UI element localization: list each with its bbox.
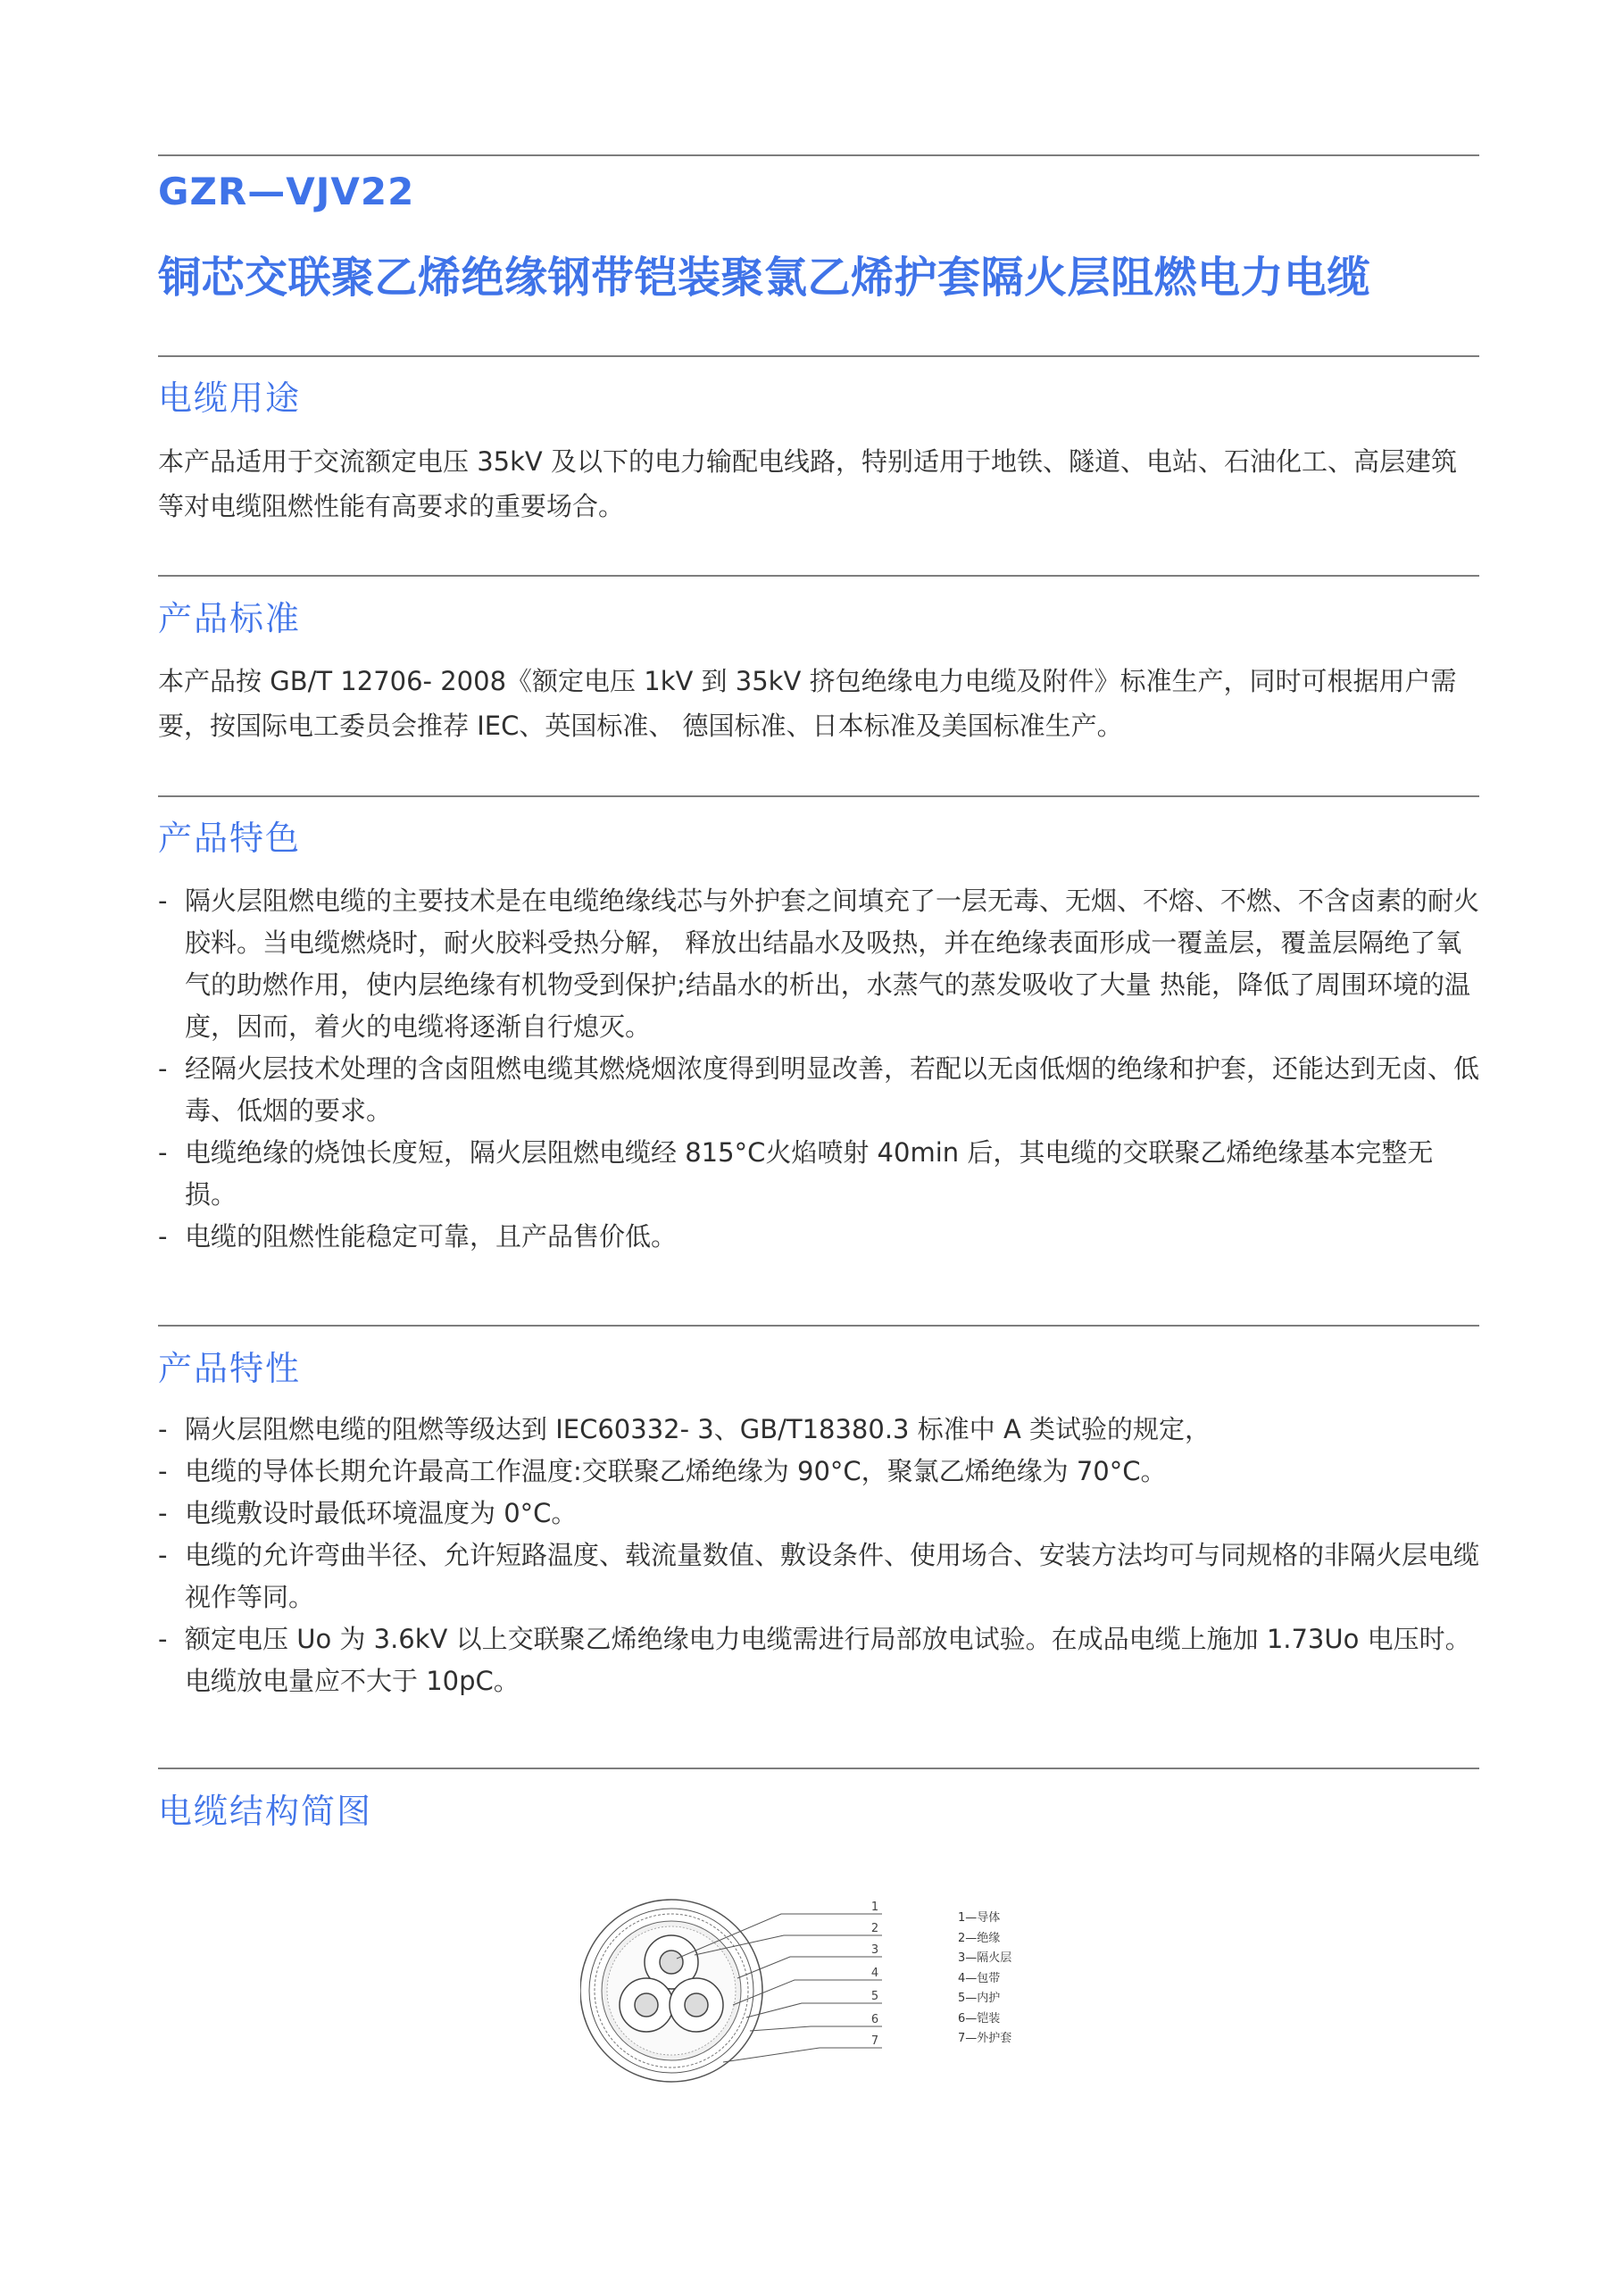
features-list [158, 880, 1479, 1258]
legend-item: 4—包带 [958, 1971, 1001, 1985]
bullet-marker: - [158, 1498, 168, 1528]
section-title-standard: 产品标准 [158, 599, 302, 638]
callout-number: 4 [870, 1967, 879, 1980]
section-title-usage: 电缆用途 [158, 379, 302, 418]
list-item: - 电缆的阻燃性能稳定可靠，且产品售价低。 [158, 1216, 1479, 1258]
callout-number: 7 [870, 2034, 879, 2048]
divider [158, 355, 1479, 357]
product-title: 铜芯交联聚乙烯绝缘钢带铠装聚氯乙烯护套隔火层阻燃电力电缆 [158, 253, 1371, 303]
legend-item: 6—铠装 [958, 2011, 1001, 2026]
legend-item: 1—导体 [958, 1911, 1001, 1925]
divider [158, 1325, 1479, 1327]
bullet-marker: - [158, 1456, 168, 1486]
list-item: - 电缆绝缘的烧蚀长度短，隔火层阻燃电缆经 815°C火焰喷射 40min 后，其电缆的交联聚乙烯绝缘基本完整无损。 [158, 1132, 1479, 1216]
bullet-marker: - [158, 1540, 168, 1570]
list-item: - 电缆敷设时最低环境温度为 0°C。 [158, 1493, 1479, 1535]
legend-item: 2—绝缘 [958, 1931, 1001, 1945]
callout-number: 1 [870, 1901, 879, 1914]
callout-number: 2 [870, 1922, 879, 1935]
divider [158, 575, 1479, 577]
bullet-marker: - [158, 1221, 168, 1252]
legend-item: 7—外护套 [958, 2032, 1012, 2045]
diagram-legend [958, 1909, 1011, 2050]
legend-item: 5—内护 [958, 1992, 1001, 2005]
legend-item: 3—隔火层 [958, 1951, 1012, 1965]
bullet-marker: - [158, 1137, 168, 1168]
callout-number: 6 [870, 2013, 879, 2026]
bullet-marker: - [158, 886, 168, 916]
list-item: - 电缆的导体长期允许最高工作温度:交联聚乙烯绝缘为 90°C，聚氯乙烯绝缘为 70°C。 [158, 1451, 1479, 1493]
bullet-marker: - [158, 1624, 168, 1654]
standard-text: 本产品按 GB/T 12706- 2008《额定电压 1kV 到 35kV 挤包绝缘电力电缆及附件》标准生产，同时可根据用户需要，按国际电工委员会推荐 IEC、英国标准、 德国标准、日本标准及美国标准生产。 [158, 666, 1457, 741]
list-item: - 额定电压 Uo 为 3.6kV 以上交联聚乙烯绝缘电力电缆需进行局部放电试验。在成品电缆上施加 1.73Uo 电压时。电缆放电量应不大于 10pC。 [158, 1618, 1479, 1702]
section-title-structure: 电缆结构简图 [158, 1792, 373, 1831]
section-title-properties: 产品特性 [158, 1349, 302, 1388]
properties-list [158, 1409, 1479, 1702]
divider [158, 154, 1479, 156]
cable-cross-section-diagram [580, 1893, 1116, 2089]
core-right [670, 1978, 723, 2032]
list-item: - 隔火层阻燃电缆的阻燃等级达到 IEC60332- 3、GB/T18380.3 标准中 A 类试验的规定， [158, 1409, 1479, 1451]
callout-number: 3 [870, 1943, 879, 1957]
core-left [620, 1978, 673, 2032]
bullet-marker: - [158, 1414, 168, 1444]
bullet-marker: - [158, 1053, 168, 1084]
usage-text: 本产品适用于交流额定电压 35kV 及以下的电力输配电线路，特别适用于地铁、隧道、电站、石油化工、高层建筑等对电缆阻燃性能有高要求的重要场合。 [158, 446, 1457, 521]
product-code: GZR—VJV22 [158, 170, 415, 213]
section-title-features: 产品特色 [158, 819, 302, 858]
list-item: - 经隔火层技术处理的含卤阻燃电缆其燃烧烟浓度得到明显改善，若配以无卤低烟的绝缘和护套，还能达到无卤、低毒、低烟的要求。 [158, 1048, 1479, 1132]
divider [158, 795, 1479, 797]
list-item: - 电缆的允许弯曲半径、允许短路温度、载流量数值、敷设条件、使用场合、安装方法均可与同规格的非隔火层电缆视作等同。 [158, 1535, 1479, 1618]
list-item: - 隔火层阻燃电缆的主要技术是在电缆绝缘线芯与外护套之间填充了一层无毒、无烟、不熔、不燃、不含卤素的耐火胶料。当电缆燃烧时，耐火胶料受热分解， 释放出结晶水及吸热，并在绝缘表面形成一覆盖层，覆盖层隔绝了氧气的助燃作用，使内层绝缘有机物受到保护;结晶水的析出，水蒸气的蒸发吸收了大量 热能，降低了周围环境的温度，因而，着火的电缆将逐渐自行熄灭。 [158, 880, 1479, 1048]
divider [158, 1768, 1479, 1769]
callout-number: 5 [870, 1990, 879, 2003]
